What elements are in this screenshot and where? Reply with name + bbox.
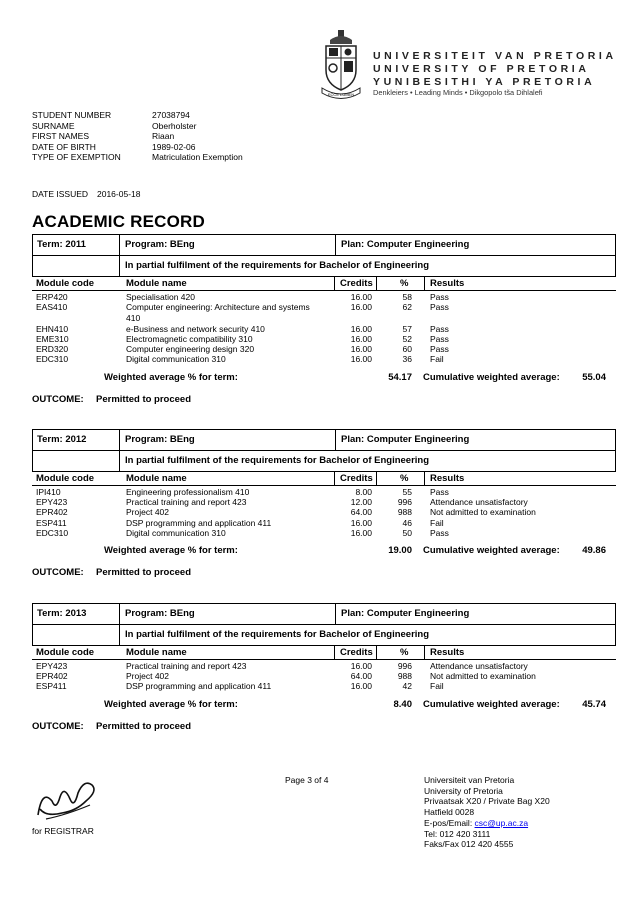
module-percent: 42 [402,681,412,692]
weighted-average-label: Weighted average % for term: [104,371,238,383]
module-result: Attendance unsatisfactory [430,497,528,508]
module-code: EDC310 [36,527,69,538]
module-result: Pass [430,344,449,355]
module-name-header: Module name [126,647,187,658]
module-percent: 62 [402,302,412,313]
program-label: Program: BEng [125,434,195,445]
plan-label: Plan: Computer Engineering [341,608,470,619]
module-percent: 55 [402,487,412,497]
module-credits: 16.00 [350,323,372,334]
student-number-label: STUDENT NUMBER [32,110,112,120]
module-percent: 60 [402,344,412,355]
outcome-label: OUTCOME: [32,393,84,405]
university-crest [318,30,364,102]
module-code-header: Module code [36,647,95,658]
outcome-value: Permitted to proceed [96,720,192,732]
module-result: Fail [430,354,444,365]
module-percent: 52 [402,333,412,344]
module-result: Not admitted to examination [430,507,536,518]
module-result: Pass [430,323,449,334]
address-line: University of Pretoria [424,785,503,796]
module-credits: 16.00 [350,344,372,355]
module-percent: 988 [397,507,412,518]
percent-header: % [400,647,409,658]
module-name: Engineering professionalism 410 [126,487,250,497]
results-header: Results [430,647,465,658]
module-code: ESP411 [36,517,67,528]
module-percent: 50 [402,527,412,538]
first-names-label: FIRST NAMES [32,131,89,141]
date-issued-label: DATE ISSUED [32,189,89,199]
fax: Faks/Fax 012 420 4555 [424,839,514,850]
university-address [424,775,550,850]
module-result: Pass [430,487,449,497]
exemption-type-value: Matriculation Exemption [152,152,243,162]
module-percent: 996 [397,661,412,671]
page-number: Page 3 of 4 [285,775,329,785]
term-header-box [32,234,616,277]
email-label: E-pos/Email: [424,817,475,828]
module-name: Practical training and report 423 [126,661,247,671]
student-number-value: 27038794 [152,110,190,120]
module-name: Electromagnetic compatibility 310 [126,333,253,344]
plan-label: Plan: Computer Engineering [341,239,470,250]
outcome-label: OUTCOME: [32,567,84,578]
university-name-sepedi: YUNIBESITHI YA PRETORIA [373,76,596,88]
fulfilment-note: In partial fulfilment of the requirements for Bachelor of Engineering [125,260,430,271]
module-result: Pass [430,302,449,313]
cumulative-average-value: 49.86 [582,545,606,556]
address-line: Privaatsak X20 / Private Bag X20 [424,796,550,807]
credits-header: Credits [340,278,373,289]
module-name-header: Module name [126,278,187,289]
weighted-average-label: Weighted average % for term: [104,698,238,710]
module-code: EDC310 [36,354,69,365]
term-header-box [32,603,616,646]
cumulative-average-label: Cumulative weighted average: [423,545,560,556]
module-result: Fail [430,517,444,528]
term-label: Term: 2012 [37,434,87,445]
email-line [424,818,550,829]
percent-header: % [400,278,409,289]
outcome-label: OUTCOME: [32,720,84,732]
module-credits: 16.00 [350,517,372,528]
module-percent: 988 [397,671,412,682]
module-percent: 996 [397,497,412,508]
module-name: Computer engineering: Architecture and systems [126,302,310,313]
weighted-average-value: 54.17 [388,371,412,383]
term-header-box [32,429,616,472]
date-of-birth-label: DATE OF BIRTH [32,141,96,152]
module-code-header: Module code [36,473,95,484]
module-result: Pass [430,527,449,538]
cumulative-average-label: Cumulative weighted average: [423,371,560,383]
module-name: e-Business and network security 410 [126,323,265,334]
exemption-type-label: TYPE OF EXEMPTION [32,152,121,162]
surname-label: SURNAME [32,120,75,131]
module-code: ERP420 [36,292,68,302]
crest-motto: ECCE LUMEN [327,92,355,97]
module-result: Pass [430,333,449,344]
module-credits: 64.00 [350,507,372,518]
module-code: EPR402 [36,671,68,682]
address-line: Hatfield 0028 [424,807,475,818]
plan-label: Plan: Computer Engineering [341,434,470,445]
module-credits: 16.00 [350,333,372,344]
module-credits: 16.00 [350,292,372,302]
module-code: EAS410 [36,302,68,313]
registrar-signature [32,775,102,832]
module-name: DSP programming and application 411 [126,517,272,528]
cumulative-average-value: 55.04 [582,371,606,383]
results-header: Results [430,278,465,289]
date-issued-value: 2016-05-18 [97,189,141,199]
term-label: Term: 2011 [37,239,86,250]
module-name: DSP programming and application 411 [126,681,272,692]
module-name: Practical training and report 423 [126,497,247,508]
module-credits: 16.00 [350,681,372,692]
module-code: EPY423 [36,497,68,508]
module-code: EHN410 [36,323,69,334]
module-code: EME310 [36,333,69,344]
date-of-birth-value: 1989-02-06 [152,141,196,152]
cumulative-average-value: 45.74 [582,698,606,710]
first-names-value: Riaan [152,131,175,141]
module-result: Attendance unsatisfactory [430,661,528,671]
page-title: ACADEMIC RECORD [32,212,205,231]
cumulative-average-label: Cumulative weighted average: [423,698,560,710]
module-credits: 16.00 [350,354,372,365]
module-name: Digital communication 310 [126,354,226,365]
module-name: Computer engineering design 320 [126,344,255,355]
registrar-label: for REGISTRAR [32,826,94,836]
university-tagline: Denkleiers • Leading Minds • Dikgopolo tša Dihlalefi [373,88,543,97]
outcome-value: Permitted to proceed [96,567,192,578]
university-name-english: UNIVERSITY OF PRETORIA [373,63,590,75]
module-credits: 12.00 [350,497,372,508]
surname-value: Oberholster [152,120,197,131]
program-label: Program: BEng [125,608,195,619]
module-code: ESP411 [36,681,67,692]
module-result: Fail [430,681,444,692]
weighted-average-value: 8.40 [393,698,412,710]
program-label: Program: BEng [125,239,195,250]
telephone: Tel: 012 420 3111 [424,828,491,839]
address-line: Universiteit van Pretoria [424,775,515,785]
weighted-average-value: 19.00 [388,545,412,556]
results-header: Results [430,473,465,484]
module-code: IPI410 [36,487,61,497]
module-code-header: Module code [36,278,95,289]
module-percent: 36 [402,354,412,365]
fulfilment-note: In partial fulfilment of the requirements for Bachelor of Engineering [125,629,430,640]
email-link[interactable]: csc@up.ac.za [474,817,529,828]
percent-header: % [400,473,409,484]
module-result: Pass [430,292,449,302]
module-name-continued: 410 [126,312,141,323]
module-code: EPR402 [36,507,68,518]
outcome-value: Permitted to proceed [96,393,192,405]
module-name: Digital communication 310 [126,527,226,538]
module-name: Project 402 [126,507,169,518]
module-credits: 8.00 [355,487,372,497]
module-percent: 46 [402,517,412,528]
fulfilment-note: In partial fulfilment of the requirements for Bachelor of Engineering [125,455,430,466]
module-name-header: Module name [126,473,187,484]
weighted-average-label: Weighted average % for term: [104,545,238,556]
module-result: Not admitted to examination [430,671,536,682]
module-percent: 58 [402,292,412,302]
credits-header: Credits [340,473,373,484]
module-name: Project 402 [126,671,169,682]
module-code: ERD320 [36,344,69,355]
module-credits: 16.00 [350,661,372,671]
signature-text: signature [32,775,37,776]
module-code: EPY423 [36,661,68,671]
term-label: Term: 2013 [37,608,87,619]
module-credits: 64.00 [350,671,372,682]
module-credits: 16.00 [350,302,372,313]
university-name-afrikaans: UNIVERSITEIT VAN PRETORIA [373,50,617,62]
credits-header: Credits [340,647,373,658]
module-credits: 16.00 [350,527,372,538]
module-name: Specialisation 420 [126,292,195,302]
module-percent: 57 [402,323,412,334]
